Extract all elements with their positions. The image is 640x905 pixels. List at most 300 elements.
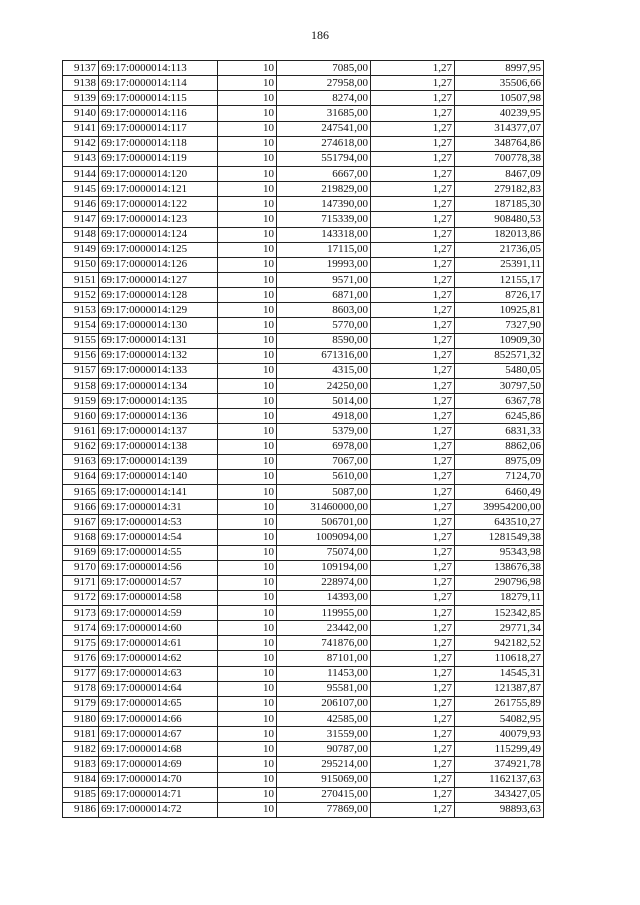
quantity-cell: 10 xyxy=(218,590,277,605)
coefficient-cell: 1,27 xyxy=(371,696,455,711)
amount-cell: 42585,00 xyxy=(277,712,371,727)
cadastral-number-cell: 69:17:0000014:62 xyxy=(99,651,218,666)
row-number-cell: 9161 xyxy=(63,424,99,439)
row-number-cell: 9162 xyxy=(63,439,99,454)
row-number-cell: 9177 xyxy=(63,666,99,681)
row-number-cell: 9181 xyxy=(63,727,99,742)
cadastral-number-cell: 69:17:0000014:59 xyxy=(99,606,218,621)
row-number-cell: 9143 xyxy=(63,151,99,166)
quantity-cell: 10 xyxy=(218,378,277,393)
cadastral-number-cell: 69:17:0000014:69 xyxy=(99,757,218,772)
table-row xyxy=(63,227,544,242)
cadastral-number-cell: 69:17:0000014:121 xyxy=(99,182,218,197)
total-cell: 374921,78 xyxy=(455,757,544,772)
quantity-cell: 10 xyxy=(218,727,277,742)
table-row xyxy=(63,272,544,287)
quantity-cell: 10 xyxy=(218,787,277,802)
amount-cell: 23442,00 xyxy=(277,621,371,636)
quantity-cell: 10 xyxy=(218,333,277,348)
coefficient-cell: 1,27 xyxy=(371,742,455,757)
amount-cell: 9571,00 xyxy=(277,272,371,287)
coefficient-cell: 1,27 xyxy=(371,712,455,727)
row-number-cell: 9184 xyxy=(63,772,99,787)
total-cell: 290796,98 xyxy=(455,575,544,590)
amount-cell: 1009094,00 xyxy=(277,530,371,545)
coefficient-cell: 1,27 xyxy=(371,500,455,515)
amount-cell: 5610,00 xyxy=(277,469,371,484)
table-row xyxy=(63,757,544,772)
row-number-cell: 9171 xyxy=(63,575,99,590)
total-cell: 10909,30 xyxy=(455,333,544,348)
quantity-cell: 10 xyxy=(218,136,277,151)
row-number-cell: 9144 xyxy=(63,166,99,181)
quantity-cell: 10 xyxy=(218,666,277,681)
row-number-cell: 9183 xyxy=(63,757,99,772)
cadastral-number-cell: 69:17:0000014:65 xyxy=(99,696,218,711)
table-row xyxy=(63,394,544,409)
row-number-cell: 9137 xyxy=(63,61,99,76)
cadastral-number-cell: 69:17:0000014:131 xyxy=(99,333,218,348)
row-number-cell: 9182 xyxy=(63,742,99,757)
row-number-cell: 9168 xyxy=(63,530,99,545)
table-row xyxy=(63,530,544,545)
amount-cell: 671316,00 xyxy=(277,348,371,363)
quantity-cell: 10 xyxy=(218,712,277,727)
cadastral-number-cell: 69:17:0000014:114 xyxy=(99,76,218,91)
row-number-cell: 9155 xyxy=(63,333,99,348)
amount-cell: 147390,00 xyxy=(277,197,371,212)
data-table xyxy=(62,60,544,818)
total-cell: 6245,86 xyxy=(455,409,544,424)
row-number-cell: 9185 xyxy=(63,787,99,802)
row-number-cell: 9154 xyxy=(63,318,99,333)
quantity-cell: 10 xyxy=(218,272,277,287)
total-cell: 700778,38 xyxy=(455,151,544,166)
total-cell: 10507,98 xyxy=(455,91,544,106)
total-cell: 182013,86 xyxy=(455,227,544,242)
cadastral-number-cell: 69:17:0000014:70 xyxy=(99,772,218,787)
coefficient-cell: 1,27 xyxy=(371,227,455,242)
table-row xyxy=(63,454,544,469)
row-number-cell: 9153 xyxy=(63,303,99,318)
total-cell: 115299,49 xyxy=(455,742,544,757)
total-cell: 138676,38 xyxy=(455,560,544,575)
table-row xyxy=(63,560,544,575)
table-body xyxy=(63,61,544,818)
row-number-cell: 9145 xyxy=(63,182,99,197)
coefficient-cell: 1,27 xyxy=(371,121,455,136)
total-cell: 39954200,00 xyxy=(455,500,544,515)
table-row xyxy=(63,712,544,727)
amount-cell: 24250,00 xyxy=(277,378,371,393)
cadastral-number-cell: 69:17:0000014:141 xyxy=(99,484,218,499)
table-row xyxy=(63,106,544,121)
cadastral-number-cell: 69:17:0000014:116 xyxy=(99,106,218,121)
coefficient-cell: 1,27 xyxy=(371,666,455,681)
table-row xyxy=(63,303,544,318)
amount-cell: 77869,00 xyxy=(277,802,371,817)
row-number-cell: 9146 xyxy=(63,197,99,212)
cadastral-number-cell: 69:17:0000014:55 xyxy=(99,545,218,560)
quantity-cell: 10 xyxy=(218,439,277,454)
total-cell: 8975,09 xyxy=(455,454,544,469)
quantity-cell: 10 xyxy=(218,91,277,106)
quantity-cell: 10 xyxy=(218,394,277,409)
amount-cell: 274618,00 xyxy=(277,136,371,151)
table-row xyxy=(63,606,544,621)
quantity-cell: 10 xyxy=(218,182,277,197)
amount-cell: 206107,00 xyxy=(277,696,371,711)
row-number-cell: 9141 xyxy=(63,121,99,136)
row-number-cell: 9179 xyxy=(63,696,99,711)
quantity-cell: 10 xyxy=(218,742,277,757)
amount-cell: 8590,00 xyxy=(277,333,371,348)
total-cell: 1162137,63 xyxy=(455,772,544,787)
row-number-cell: 9139 xyxy=(63,91,99,106)
cadastral-number-cell: 69:17:0000014:118 xyxy=(99,136,218,151)
table-row xyxy=(63,469,544,484)
table-row xyxy=(63,545,544,560)
amount-cell: 5379,00 xyxy=(277,424,371,439)
table-row xyxy=(63,590,544,605)
amount-cell: 295214,00 xyxy=(277,757,371,772)
cadastral-number-cell: 69:17:0000014:67 xyxy=(99,727,218,742)
quantity-cell: 10 xyxy=(218,651,277,666)
cadastral-number-cell: 69:17:0000014:132 xyxy=(99,348,218,363)
cadastral-number-cell: 69:17:0000014:72 xyxy=(99,802,218,817)
coefficient-cell: 1,27 xyxy=(371,151,455,166)
amount-cell: 109194,00 xyxy=(277,560,371,575)
total-cell: 121387,87 xyxy=(455,681,544,696)
total-cell: 12155,17 xyxy=(455,272,544,287)
quantity-cell: 10 xyxy=(218,575,277,590)
total-cell: 908480,53 xyxy=(455,212,544,227)
table-row xyxy=(63,636,544,651)
quantity-cell: 10 xyxy=(218,454,277,469)
row-number-cell: 9160 xyxy=(63,409,99,424)
quantity-cell: 10 xyxy=(218,500,277,515)
amount-cell: 27958,00 xyxy=(277,76,371,91)
amount-cell: 551794,00 xyxy=(277,151,371,166)
row-number-cell: 9172 xyxy=(63,590,99,605)
cadastral-number-cell: 69:17:0000014:128 xyxy=(99,288,218,303)
amount-cell: 228974,00 xyxy=(277,575,371,590)
amount-cell: 90787,00 xyxy=(277,742,371,757)
row-number-cell: 9169 xyxy=(63,545,99,560)
total-cell: 5480,05 xyxy=(455,363,544,378)
total-cell: 343427,05 xyxy=(455,787,544,802)
table-row xyxy=(63,515,544,530)
amount-cell: 31460000,00 xyxy=(277,500,371,515)
coefficient-cell: 1,27 xyxy=(371,787,455,802)
total-cell: 6460,49 xyxy=(455,484,544,499)
cadastral-number-cell: 69:17:0000014:61 xyxy=(99,636,218,651)
table-row xyxy=(63,333,544,348)
quantity-cell: 10 xyxy=(218,560,277,575)
row-number-cell: 9186 xyxy=(63,802,99,817)
cadastral-number-cell: 69:17:0000014:130 xyxy=(99,318,218,333)
quantity-cell: 10 xyxy=(218,318,277,333)
amount-cell: 31559,00 xyxy=(277,727,371,742)
total-cell: 6831,33 xyxy=(455,424,544,439)
coefficient-cell: 1,27 xyxy=(371,136,455,151)
amount-cell: 5087,00 xyxy=(277,484,371,499)
quantity-cell: 10 xyxy=(218,363,277,378)
coefficient-cell: 1,27 xyxy=(371,772,455,787)
total-cell: 98893,63 xyxy=(455,802,544,817)
amount-cell: 17115,00 xyxy=(277,242,371,257)
table-row xyxy=(63,409,544,424)
amount-cell: 506701,00 xyxy=(277,515,371,530)
cadastral-number-cell: 69:17:0000014:127 xyxy=(99,272,218,287)
cadastral-number-cell: 69:17:0000014:139 xyxy=(99,454,218,469)
amount-cell: 143318,00 xyxy=(277,227,371,242)
total-cell: 7327,90 xyxy=(455,318,544,333)
table-row xyxy=(63,621,544,636)
table-row xyxy=(63,121,544,136)
cadastral-number-cell: 69:17:0000014:134 xyxy=(99,378,218,393)
row-number-cell: 9151 xyxy=(63,272,99,287)
coefficient-cell: 1,27 xyxy=(371,454,455,469)
quantity-cell: 10 xyxy=(218,212,277,227)
table-row xyxy=(63,61,544,76)
cadastral-number-cell: 69:17:0000014:129 xyxy=(99,303,218,318)
cadastral-number-cell: 69:17:0000014:138 xyxy=(99,439,218,454)
amount-cell: 6667,00 xyxy=(277,166,371,181)
row-number-cell: 9159 xyxy=(63,394,99,409)
quantity-cell: 10 xyxy=(218,409,277,424)
total-cell: 942182,52 xyxy=(455,636,544,651)
quantity-cell: 10 xyxy=(218,106,277,121)
table-row xyxy=(63,91,544,106)
cadastral-number-cell: 69:17:0000014:63 xyxy=(99,666,218,681)
quantity-cell: 10 xyxy=(218,530,277,545)
row-number-cell: 9147 xyxy=(63,212,99,227)
coefficient-cell: 1,27 xyxy=(371,590,455,605)
cadastral-number-cell: 69:17:0000014:135 xyxy=(99,394,218,409)
total-cell: 10925,81 xyxy=(455,303,544,318)
total-cell: 7124,70 xyxy=(455,469,544,484)
quantity-cell: 10 xyxy=(218,242,277,257)
row-number-cell: 9180 xyxy=(63,712,99,727)
row-number-cell: 9157 xyxy=(63,363,99,378)
amount-cell: 5014,00 xyxy=(277,394,371,409)
table-row xyxy=(63,257,544,272)
table-row xyxy=(63,242,544,257)
table-row xyxy=(63,681,544,696)
cadastral-number-cell: 69:17:0000014:120 xyxy=(99,166,218,181)
coefficient-cell: 1,27 xyxy=(371,515,455,530)
coefficient-cell: 1,27 xyxy=(371,651,455,666)
total-cell: 25391,11 xyxy=(455,257,544,272)
table-row xyxy=(63,348,544,363)
cadastral-number-cell: 69:17:0000014:125 xyxy=(99,242,218,257)
coefficient-cell: 1,27 xyxy=(371,318,455,333)
coefficient-cell: 1,27 xyxy=(371,394,455,409)
coefficient-cell: 1,27 xyxy=(371,409,455,424)
quantity-cell: 10 xyxy=(218,802,277,817)
total-cell: 8726,17 xyxy=(455,288,544,303)
row-number-cell: 9167 xyxy=(63,515,99,530)
quantity-cell: 10 xyxy=(218,515,277,530)
quantity-cell: 10 xyxy=(218,197,277,212)
coefficient-cell: 1,27 xyxy=(371,424,455,439)
total-cell: 279182,83 xyxy=(455,182,544,197)
table-row xyxy=(63,500,544,515)
amount-cell: 14393,00 xyxy=(277,590,371,605)
quantity-cell: 10 xyxy=(218,545,277,560)
amount-cell: 7067,00 xyxy=(277,454,371,469)
total-cell: 29771,34 xyxy=(455,621,544,636)
table-row xyxy=(63,727,544,742)
total-cell: 40079,93 xyxy=(455,727,544,742)
quantity-cell: 10 xyxy=(218,151,277,166)
total-cell: 54082,95 xyxy=(455,712,544,727)
quantity-cell: 10 xyxy=(218,348,277,363)
table-row xyxy=(63,742,544,757)
table-row xyxy=(63,197,544,212)
amount-cell: 915069,00 xyxy=(277,772,371,787)
coefficient-cell: 1,27 xyxy=(371,242,455,257)
amount-cell: 219829,00 xyxy=(277,182,371,197)
table-row xyxy=(63,212,544,227)
cadastral-number-cell: 69:17:0000014:126 xyxy=(99,257,218,272)
amount-cell: 247541,00 xyxy=(277,121,371,136)
total-cell: 8997,95 xyxy=(455,61,544,76)
row-number-cell: 9173 xyxy=(63,606,99,621)
coefficient-cell: 1,27 xyxy=(371,76,455,91)
amount-cell: 7085,00 xyxy=(277,61,371,76)
table-row xyxy=(63,76,544,91)
table-row xyxy=(63,787,544,802)
quantity-cell: 10 xyxy=(218,257,277,272)
table-row xyxy=(63,439,544,454)
coefficient-cell: 1,27 xyxy=(371,469,455,484)
table-row xyxy=(63,151,544,166)
amount-cell: 741876,00 xyxy=(277,636,371,651)
total-cell: 18279,11 xyxy=(455,590,544,605)
coefficient-cell: 1,27 xyxy=(371,606,455,621)
table-row xyxy=(63,666,544,681)
cadastral-number-cell: 69:17:0000014:136 xyxy=(99,409,218,424)
amount-cell: 87101,00 xyxy=(277,651,371,666)
total-cell: 6367,78 xyxy=(455,394,544,409)
quantity-cell: 10 xyxy=(218,166,277,181)
quantity-cell: 10 xyxy=(218,772,277,787)
quantity-cell: 10 xyxy=(218,288,277,303)
coefficient-cell: 1,27 xyxy=(371,303,455,318)
table-row xyxy=(63,288,544,303)
coefficient-cell: 1,27 xyxy=(371,545,455,560)
coefficient-cell: 1,27 xyxy=(371,288,455,303)
row-number-cell: 9150 xyxy=(63,257,99,272)
row-number-cell: 9156 xyxy=(63,348,99,363)
quantity-cell: 10 xyxy=(218,227,277,242)
row-number-cell: 9178 xyxy=(63,681,99,696)
cadastral-number-cell: 69:17:0000014:56 xyxy=(99,560,218,575)
coefficient-cell: 1,27 xyxy=(371,530,455,545)
quantity-cell: 10 xyxy=(218,76,277,91)
coefficient-cell: 1,27 xyxy=(371,197,455,212)
amount-cell: 8603,00 xyxy=(277,303,371,318)
amount-cell: 4918,00 xyxy=(277,409,371,424)
quantity-cell: 10 xyxy=(218,424,277,439)
cadastral-number-cell: 69:17:0000014:66 xyxy=(99,712,218,727)
amount-cell: 31685,00 xyxy=(277,106,371,121)
total-cell: 110618,27 xyxy=(455,651,544,666)
coefficient-cell: 1,27 xyxy=(371,348,455,363)
amount-cell: 8274,00 xyxy=(277,91,371,106)
quantity-cell: 10 xyxy=(218,696,277,711)
table-row xyxy=(63,166,544,181)
cadastral-number-cell: 69:17:0000014:119 xyxy=(99,151,218,166)
quantity-cell: 10 xyxy=(218,303,277,318)
quantity-cell: 10 xyxy=(218,606,277,621)
quantity-cell: 10 xyxy=(218,757,277,772)
quantity-cell: 10 xyxy=(218,469,277,484)
row-number-cell: 9138 xyxy=(63,76,99,91)
coefficient-cell: 1,27 xyxy=(371,681,455,696)
row-number-cell: 9164 xyxy=(63,469,99,484)
amount-cell: 11453,00 xyxy=(277,666,371,681)
row-number-cell: 9148 xyxy=(63,227,99,242)
coefficient-cell: 1,27 xyxy=(371,363,455,378)
total-cell: 30797,50 xyxy=(455,378,544,393)
coefficient-cell: 1,27 xyxy=(371,257,455,272)
table-row xyxy=(63,772,544,787)
coefficient-cell: 1,27 xyxy=(371,636,455,651)
quantity-cell: 10 xyxy=(218,484,277,499)
row-number-cell: 9152 xyxy=(63,288,99,303)
table-row xyxy=(63,424,544,439)
row-number-cell: 9170 xyxy=(63,560,99,575)
table-row xyxy=(63,575,544,590)
row-number-cell: 9174 xyxy=(63,621,99,636)
coefficient-cell: 1,27 xyxy=(371,106,455,121)
cadastral-number-cell: 69:17:0000014:64 xyxy=(99,681,218,696)
amount-cell: 270415,00 xyxy=(277,787,371,802)
coefficient-cell: 1,27 xyxy=(371,378,455,393)
amount-cell: 75074,00 xyxy=(277,545,371,560)
cadastral-number-cell: 69:17:0000014:122 xyxy=(99,197,218,212)
quantity-cell: 10 xyxy=(218,681,277,696)
coefficient-cell: 1,27 xyxy=(371,212,455,227)
total-cell: 261755,89 xyxy=(455,696,544,711)
amount-cell: 119955,00 xyxy=(277,606,371,621)
table-row xyxy=(63,182,544,197)
cadastral-number-cell: 69:17:0000014:58 xyxy=(99,590,218,605)
total-cell: 40239,95 xyxy=(455,106,544,121)
table-row xyxy=(63,696,544,711)
cadastral-number-cell: 69:17:0000014:140 xyxy=(99,469,218,484)
table-row xyxy=(63,802,544,817)
coefficient-cell: 1,27 xyxy=(371,560,455,575)
table-row xyxy=(63,651,544,666)
cadastral-number-cell: 69:17:0000014:113 xyxy=(99,61,218,76)
cadastral-number-cell: 69:17:0000014:123 xyxy=(99,212,218,227)
coefficient-cell: 1,27 xyxy=(371,182,455,197)
total-cell: 187185,30 xyxy=(455,197,544,212)
total-cell: 643510,27 xyxy=(455,515,544,530)
row-number-cell: 9175 xyxy=(63,636,99,651)
row-number-cell: 9149 xyxy=(63,242,99,257)
quantity-cell: 10 xyxy=(218,636,277,651)
total-cell: 14545,31 xyxy=(455,666,544,681)
coefficient-cell: 1,27 xyxy=(371,802,455,817)
coefficient-cell: 1,27 xyxy=(371,727,455,742)
coefficient-cell: 1,27 xyxy=(371,333,455,348)
page-number: 186 xyxy=(311,28,329,42)
